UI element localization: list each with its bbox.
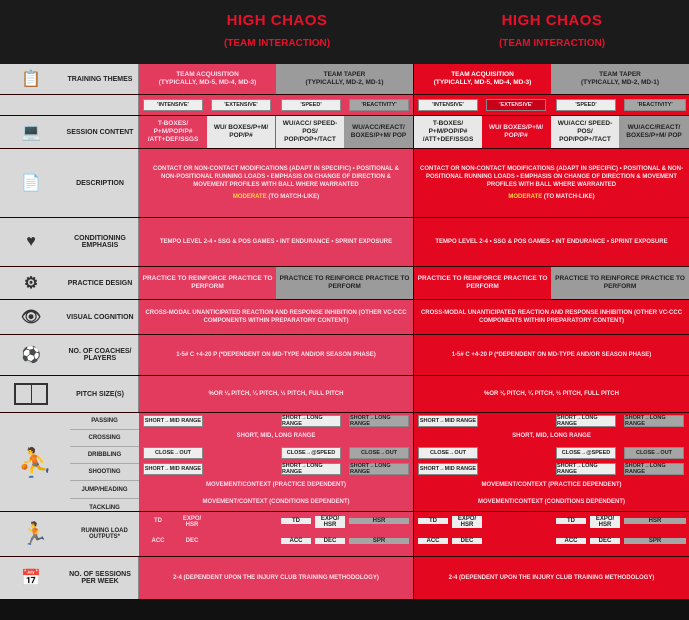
sessions-left-text: 2-4 (DEPENDENT UPON THE INJURY CLUB TRAINING METHODOLOGY) <box>173 574 379 581</box>
calendar-icon: 📅 <box>21 570 41 587</box>
running-right-dec: DEC <box>452 538 482 544</box>
skill-crossing-label: CROSSING <box>70 430 139 447</box>
running-left-dec: DEC <box>185 538 199 544</box>
description-right-highlight: MODERATE <box>508 194 543 201</box>
running-right-acc: ACC <box>418 538 448 544</box>
coaches-right-text: 1-5# C +4-20 P (*DEPENDENT ON MD-TYPE AND/OR SEASON PHASE) <box>451 351 652 358</box>
heart-rate-icon: ♥ <box>26 233 36 250</box>
running-left-td-2: TD <box>281 518 311 524</box>
running-left-spr: SPR <box>349 538 409 544</box>
description-right-text: CONTACT OR NON-CONTACT MODIFICATIONS (ADAPT IN SPECIFIC) • POSITIONAL & NON-POSITIONAL RUNNING LOADS • EMPHASIS ON CHANGE OF DIRECTION & MOVEMENT PROFILES WITH BALL WHERE WARRANTED MODERATE (TO MATCH-LIKE) <box>420 165 683 201</box>
pitch-left-text: %OR ⅛ PITCH, ¼ PITCH, ½ PITCH, FULL PITCH <box>208 390 344 397</box>
running-right-hsr: HSR <box>624 518 686 524</box>
practice-right-b: PRACTICE TO REINFORCE PRACTICE TO PERFORM <box>551 267 689 299</box>
passing-right-4: SHORT→LONG RANGE <box>624 415 684 427</box>
skills-left <box>139 413 413 511</box>
row-practice-design <box>0 267 689 300</box>
practice-left-a: PRACTICE TO REINFORCE PRACTICE TO PERFORM <box>142 275 273 290</box>
row-label-coaches <box>0 335 139 375</box>
passing-right-1: SHORT→MID RANGE <box>418 415 478 427</box>
shooting-right-3: SHORT→LONG RANGE <box>556 463 616 475</box>
running-left-acc: ACC <box>151 538 165 544</box>
skills-icon-cell <box>0 413 71 511</box>
passing-left-3: SHORT→LONG RANGE <box>281 415 341 427</box>
dribbling-left-3: CLOSE→@SPEED <box>281 447 341 459</box>
session-right-c3: WU/ACC/ SPEED-POS/ POP/POP+/TACT <box>551 116 619 148</box>
document-icon: 📄 <box>21 175 41 192</box>
sessions-right <box>414 557 689 599</box>
passing-left-1: SHORT→MID RANGE <box>143 415 203 427</box>
practice-left <box>139 267 413 299</box>
coaches-right <box>414 335 689 375</box>
shooting-right-1: SHORT→MID RANGE <box>418 463 478 475</box>
sessions-right-text: 2-4 (DEPENDENT UPON THE INJURY CLUB TRAINING METHODOLOGY) <box>448 574 655 581</box>
jumping-right-text: MOVEMENT/CONTEXT (PRACTICE DEPENDENT) <box>481 482 622 488</box>
pitch-icon <box>0 376 62 412</box>
description-label: DESCRIPTION <box>76 179 124 187</box>
running-left-td: TD <box>154 518 162 524</box>
shooting-left-1: SHORT→MID RANGE <box>143 463 203 475</box>
practice-right-a: PRACTICE TO REINFORCE PRACTICE TO PERFORM <box>417 275 548 290</box>
eye-icon: 👁 <box>20 309 42 326</box>
tag-intensive-left: 'INTENSIVE' <box>143 99 203 111</box>
acquisition-left <box>139 64 413 94</box>
running-left <box>139 512 413 556</box>
tag-reactivity-left: 'REACTIVITY' <box>349 99 409 111</box>
practice-design-label: PRACTICE DESIGN <box>67 279 133 287</box>
conditioning-left <box>139 218 413 266</box>
session-left-c4: WU/ACC/REACT/ BOXES/P+M/ POP <box>344 116 413 148</box>
running-right-td-2: TD <box>556 518 586 524</box>
row-label-description <box>0 149 139 217</box>
session-right-c1: T-BOXES/ P+M/POP/P# /ATT+DEF/SSGS <box>414 116 482 148</box>
row-coaches <box>0 335 689 376</box>
row-visual-cognition <box>0 300 689 335</box>
description-left-highlight: MODERATE <box>232 194 267 201</box>
sessions-left <box>139 557 413 599</box>
running-left-hsr: HSR <box>349 518 409 524</box>
tag-speed-left: 'SPEED' <box>281 99 341 111</box>
session-left-c1: T-BOXES/ P+M/POP/P# /ATT+DEF/SSGS <box>147 120 199 143</box>
session-content-label: SESSION CONTENT <box>66 128 134 136</box>
row-tags <box>0 95 689 116</box>
passing-right-3: SHORT→LONG RANGE <box>556 415 616 427</box>
conditioning-left-text: TEMPO LEVEL 2-4 • SSG & POS GAMES • INT ENDURANCE • SPRINT EXPOSURE <box>159 238 393 245</box>
skill-passing-label: PASSING <box>70 413 139 430</box>
pitch-label: PITCH SIZE(S) <box>76 390 124 398</box>
dribbling-right-3: CLOSE→@SPEED <box>556 447 616 459</box>
skill-jumping-label: JUMP/HEADING <box>70 481 139 499</box>
session-right-c4: WU/ACC/REACT/ BOXES/P+M/ POP <box>619 116 689 148</box>
tag-extensive-left: 'EXTENSIVE' <box>211 99 271 111</box>
row-label-training-themes <box>0 64 139 94</box>
footballer-icon: ⛹ <box>17 446 53 478</box>
running-left-expo: EXPO/ HSR <box>182 516 202 528</box>
session-right <box>414 116 689 148</box>
pitch-left <box>139 376 413 412</box>
shooting-left-3: SHORT→LONG RANGE <box>281 463 341 475</box>
passing-left-4: SHORT→LONG RANGE <box>349 415 409 427</box>
conditioning-label: CONDITIONING EMPHASIS <box>74 235 126 249</box>
conditioning-right-text: TEMPO LEVEL 2-4 • SSG & POS GAMES • INT ENDURANCE • SPRINT EXPOSURE <box>435 238 668 245</box>
row-label-sessions <box>0 557 139 599</box>
tag-speed-right: 'SPEED' <box>556 99 616 111</box>
tag-extensive-right: 'EXTENSIVE' <box>486 99 546 111</box>
shooting-right-4: SHORT→LONG RANGE <box>624 463 684 475</box>
running-right-spr: SPR <box>624 538 686 544</box>
header-title-right: HIGH CHAOS <box>501 12 603 29</box>
visual-right <box>414 300 689 334</box>
row-label-conditioning <box>0 218 139 266</box>
players-icon: ⚽ <box>21 347 41 364</box>
running-right-expo-2: EXPO/ HSR <box>590 516 620 528</box>
shooting-left-4: SHORT→LONG RANGE <box>349 463 409 475</box>
coaches-left <box>139 335 413 375</box>
session-left-c3: WU/ACC/ SPEED-POS/ POP/POP+/TACT <box>276 116 344 148</box>
row-sessions <box>0 557 689 600</box>
dribbling-left-1: CLOSE→OUT <box>143 447 203 459</box>
row-running-load <box>0 512 689 557</box>
running-left-expo-2: EXPO/ HSR <box>315 516 345 528</box>
gear-icon: ⚙ <box>23 275 39 292</box>
description-left <box>139 149 413 217</box>
description-right <box>414 149 689 217</box>
session-left <box>139 116 413 148</box>
practice-left-b: PRACTICE TO REINFORCE PRACTICE TO PERFORM <box>276 267 413 299</box>
dribbling-right-4: CLOSE→OUT <box>624 447 684 459</box>
running-right-td: TD <box>418 518 448 524</box>
row-label-practice-design <box>0 267 139 299</box>
jumping-left-text: MOVEMENT/CONTEXT (PRACTICE DEPENDENT) <box>205 482 346 488</box>
row-label-tags-blank <box>0 95 139 115</box>
table-body <box>0 64 689 600</box>
skills-labels <box>70 413 140 511</box>
visual-right-text: CROSS-MODAL UNANTICIPATED REACTION AND RESPONSE INHIBITION (OTHER VC-CCC COMPONENTS WITHIN PREPARATORY CONTENT) <box>420 309 683 324</box>
laptop-icon: 💻 <box>21 124 41 141</box>
row-description <box>0 149 689 218</box>
acquisition-right <box>414 64 689 94</box>
tags-left <box>139 95 413 115</box>
header-title-left: HIGH CHAOS <box>226 12 328 29</box>
row-label-visual-cognition <box>0 300 139 334</box>
visual-left-text: CROSS-MODAL UNANTICIPATED REACTION AND RESPONSE INHIBITION (OTHER VC-CCC COMPONENTS WITHIN PREPARATORY CONTENT) <box>145 309 407 324</box>
crossing-right-text: SHORT, MID, LONG RANGE <box>512 433 591 439</box>
visual-left <box>139 300 413 334</box>
training-themes-label: TRAINING THEMES <box>67 75 133 83</box>
running-icon-cell <box>0 512 71 556</box>
skill-shooting-label: SHOOTING <box>70 464 139 481</box>
tags-right <box>414 95 689 115</box>
running-right-dec-2: DEC <box>590 538 620 544</box>
session-left-c2: WU/ BOXES/P+M/ POP/P# <box>207 116 275 148</box>
header-subtitle-left: (TEAM INTERACTION) <box>223 38 331 49</box>
dribbling-right-1: CLOSE→OUT <box>418 447 478 459</box>
skill-dribbling-label: DRIBBLING <box>70 447 139 464</box>
row-skills <box>0 413 689 512</box>
taper-left-title: TEAM TAPER (TYPICALLY, MD-2, MD-1) <box>276 64 413 94</box>
tag-intensive-right: 'INTENSIVE' <box>418 99 478 111</box>
sessions-label: NO. OF SESSIONS PER WEEK <box>69 571 131 585</box>
session-right-c2: WU/ BOXES/P+M/ POP/P# <box>488 124 544 139</box>
row-session-content <box>0 116 689 149</box>
table-header <box>0 0 689 64</box>
tackling-right-text: MOVEMENT/CONTEXT (CONDITIONS DEPENDENT) <box>477 499 625 505</box>
header-subtitle-right: (TEAM INTERACTION) <box>498 38 606 49</box>
running-right <box>414 512 689 556</box>
practice-right <box>414 267 689 299</box>
runner-icon: 🏃 <box>21 521 49 546</box>
running-label: RUNNING LOAD OUTPUTS* <box>70 512 140 556</box>
coaches-left-text: 1-5# C +4-20 P (*DEPENDENT ON MD-TYPE AND/OR SEASON PHASE) <box>176 351 376 358</box>
row-label-pitch <box>0 376 139 412</box>
row-label-session-content <box>0 116 139 148</box>
row-training-themes <box>0 64 689 95</box>
skill-tackling-label: TACKLING <box>89 504 120 511</box>
running-right-expo: EXPO/ HSR <box>452 516 482 528</box>
dribbling-left-4: CLOSE→OUT <box>349 447 409 459</box>
conditioning-right <box>414 218 689 266</box>
pitch-right-text: %OR ⅛ PITCH, ¼ PITCH, ½ PITCH, FULL PITCH <box>484 390 619 397</box>
row-pitch <box>0 376 689 413</box>
running-right-acc-2: ACC <box>556 538 586 544</box>
description-left-text: CONTACT OR NON-CONTACT MODIFICATIONS (ADAPT IN SPECIFIC) • POSITIONAL & NON-POSITIONAL RUNNING LOADS • EMPHASIS ON CHANGE OF DIRECTION & MOVEMENT PROFILES WITH BALL WHERE WARRANTED MODERATE (TO MATCH-LIKE) <box>153 165 399 201</box>
tackling-left-text: MOVEMENT/CONTEXT (CONDITIONS DEPENDENT) <box>202 499 350 505</box>
running-left-acc-2: ACC <box>281 538 311 544</box>
skills-right <box>414 413 689 511</box>
acquisition-left-title: TEAM ACQUISITION (TYPICALLY, MD-5, MD-4, MD-3) <box>139 64 276 94</box>
row-conditioning <box>0 218 689 267</box>
taper-right-title: TEAM TAPER (TYPICALLY, MD-2, MD-1) <box>551 64 689 94</box>
coaches-label: NO. OF COACHES/ PLAYERS <box>68 348 132 362</box>
visual-cognition-label: VISUAL COGNITION <box>66 313 134 321</box>
tag-reactivity-right: 'REACTIVITY' <box>624 99 686 111</box>
pitch-right <box>414 376 689 412</box>
crossing-left-text: SHORT, MID, LONG RANGE <box>236 433 316 439</box>
acquisition-right-title: TEAM ACQUISITION (TYPICALLY, MD-5, MD-4, MD-3) <box>433 71 532 86</box>
running-left-dec-2: DEC <box>315 538 345 544</box>
clipboard-icon: 📋 <box>21 71 41 88</box>
